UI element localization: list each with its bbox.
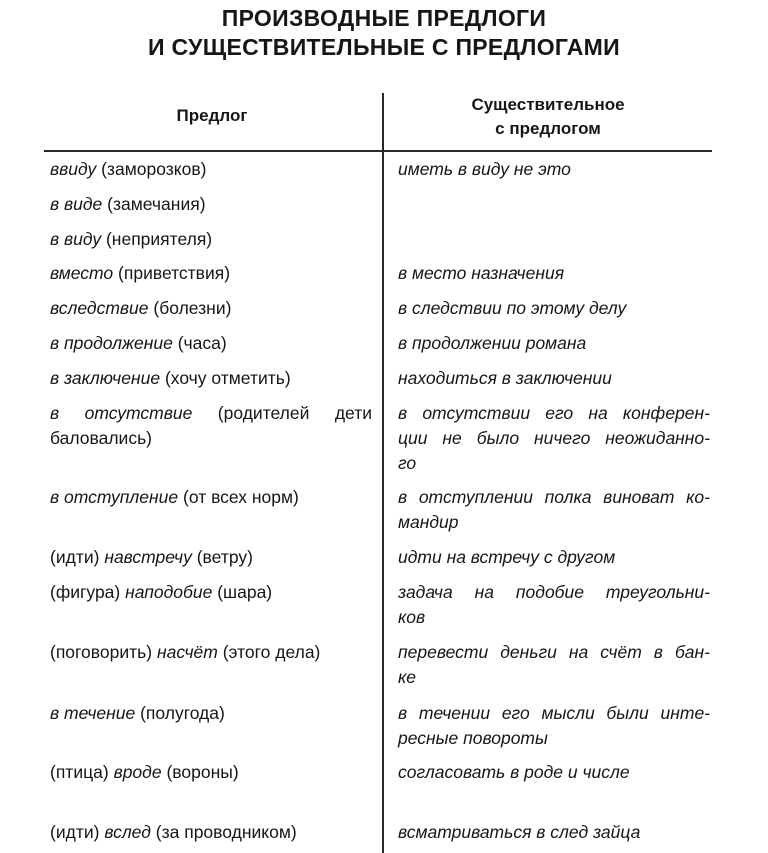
table-row-preposition xyxy=(50,760,372,785)
title-line-2: И СУЩЕСТВИТЕЛЬНЫЕ С ПРЕДЛОГАМИ xyxy=(148,34,620,60)
noun-line-2: ков xyxy=(398,607,426,627)
preposition-subject: (поговорить) xyxy=(50,642,153,662)
preposition: в продолжение xyxy=(50,333,173,353)
title-line-1: ПРОИЗВОДНЫЕ ПРЕДЛОГИ xyxy=(221,5,547,31)
page-title xyxy=(0,4,768,62)
table-row-preposition xyxy=(50,331,372,356)
preposition-context: (этого дела) xyxy=(222,642,321,662)
header-noun-line-1: Существительное xyxy=(471,95,625,114)
table-row-preposition xyxy=(50,401,372,451)
preposition: в виде xyxy=(50,194,103,214)
preposition-context: (часа) xyxy=(177,333,227,353)
noun-line-1: в течении его мысли были инте- xyxy=(398,703,710,723)
preposition-context-cont: баловались) xyxy=(50,428,153,448)
preposition-line xyxy=(50,401,372,426)
table-row-preposition xyxy=(50,192,372,217)
noun-line-3: го xyxy=(398,453,417,473)
noun-line-1: задача на подобие треугольни- xyxy=(398,582,710,602)
noun-line-2: мандир xyxy=(398,512,459,532)
table-row-noun xyxy=(398,580,710,630)
preposition-context: (от всех норм) xyxy=(183,487,299,507)
table-row-preposition xyxy=(50,545,372,570)
table-row-noun xyxy=(398,401,710,476)
preposition: навстречу xyxy=(104,547,192,567)
preposition: в течение xyxy=(50,703,136,723)
preposition: насчёт xyxy=(156,642,218,662)
preposition: ввиду xyxy=(50,159,97,179)
header-rule xyxy=(44,150,712,152)
column-divider xyxy=(382,93,384,853)
preposition-subject: (фигура) xyxy=(50,582,121,602)
preposition-context: (хочу отметить) xyxy=(164,368,291,388)
noun-line-2: ции не было ничего неожиданно- xyxy=(398,428,710,448)
preposition-context: (ветру) xyxy=(196,547,253,567)
preposition: вроде xyxy=(113,762,162,782)
table-row-noun xyxy=(398,640,710,690)
preposition-context: (приветствия) xyxy=(118,263,231,283)
preposition: в отсутствие xyxy=(50,403,193,423)
noun-line-2: ресные повороты xyxy=(398,728,548,748)
table-row-preposition xyxy=(50,701,372,726)
table-row-noun xyxy=(398,701,710,751)
preposition-subject: (птица) xyxy=(50,762,109,782)
noun-line-1: перевести деньги на счёт в бан- xyxy=(398,642,710,662)
preposition: наподобие xyxy=(125,582,213,602)
preposition-subject: (идти) xyxy=(50,547,100,567)
table-row-preposition xyxy=(50,485,372,510)
header-noun-line-2: с предлогом xyxy=(495,119,601,138)
table-row-noun: согласовать в роде и числе xyxy=(398,762,630,782)
table-row-noun: всматриваться в след зайца xyxy=(398,822,641,842)
noun-line-2: ке xyxy=(398,667,416,687)
preposition-context: (неприятеля) xyxy=(105,229,213,249)
preposition: в виду xyxy=(50,229,102,249)
table-row-preposition xyxy=(50,227,372,252)
table-row-preposition xyxy=(50,580,372,605)
table-row-noun: в следствии по этому делу xyxy=(398,298,627,318)
preposition-context: (болезни) xyxy=(153,298,232,318)
preposition-context: (замечания) xyxy=(107,194,206,214)
preposition-context: (полугода) xyxy=(140,703,225,723)
preposition-context: (шара) xyxy=(217,582,273,602)
preposition: в заключение xyxy=(50,368,161,388)
preposition-context: (вороны) xyxy=(166,762,239,782)
preposition-subject: (идти) xyxy=(50,822,100,842)
table-row-preposition xyxy=(50,640,372,665)
preposition-context: (родителей дети xyxy=(217,403,372,423)
preposition: вместо xyxy=(50,263,114,283)
table-row-noun xyxy=(398,485,710,535)
table-row-noun: в продолжении романа xyxy=(398,333,587,353)
header-preposition: Предлог xyxy=(176,106,248,125)
preposition: в отступление xyxy=(50,487,179,507)
preposition: вслед xyxy=(104,822,151,842)
table-row-preposition xyxy=(50,157,372,182)
table-row-preposition xyxy=(50,296,372,321)
table-row-preposition xyxy=(50,261,372,286)
preposition-context: (заморозков) xyxy=(101,159,207,179)
table-row-preposition xyxy=(50,366,372,391)
table-row-noun: идти на встречу с другом xyxy=(398,547,616,567)
table-row-noun: иметь в виду не это xyxy=(398,159,571,179)
noun-line-1: в отсутствии его на конферен- xyxy=(398,403,710,423)
preposition: вследствие xyxy=(50,298,149,318)
noun-line-1: в отступлении полка виноват ко- xyxy=(398,487,710,507)
table-row-noun: в место назначения xyxy=(398,263,565,283)
table-row-preposition xyxy=(50,820,372,845)
table-row-noun: находиться в заключении xyxy=(398,368,612,388)
header-noun-with-preposition xyxy=(384,93,712,141)
preposition-context: (за проводником) xyxy=(155,822,297,842)
